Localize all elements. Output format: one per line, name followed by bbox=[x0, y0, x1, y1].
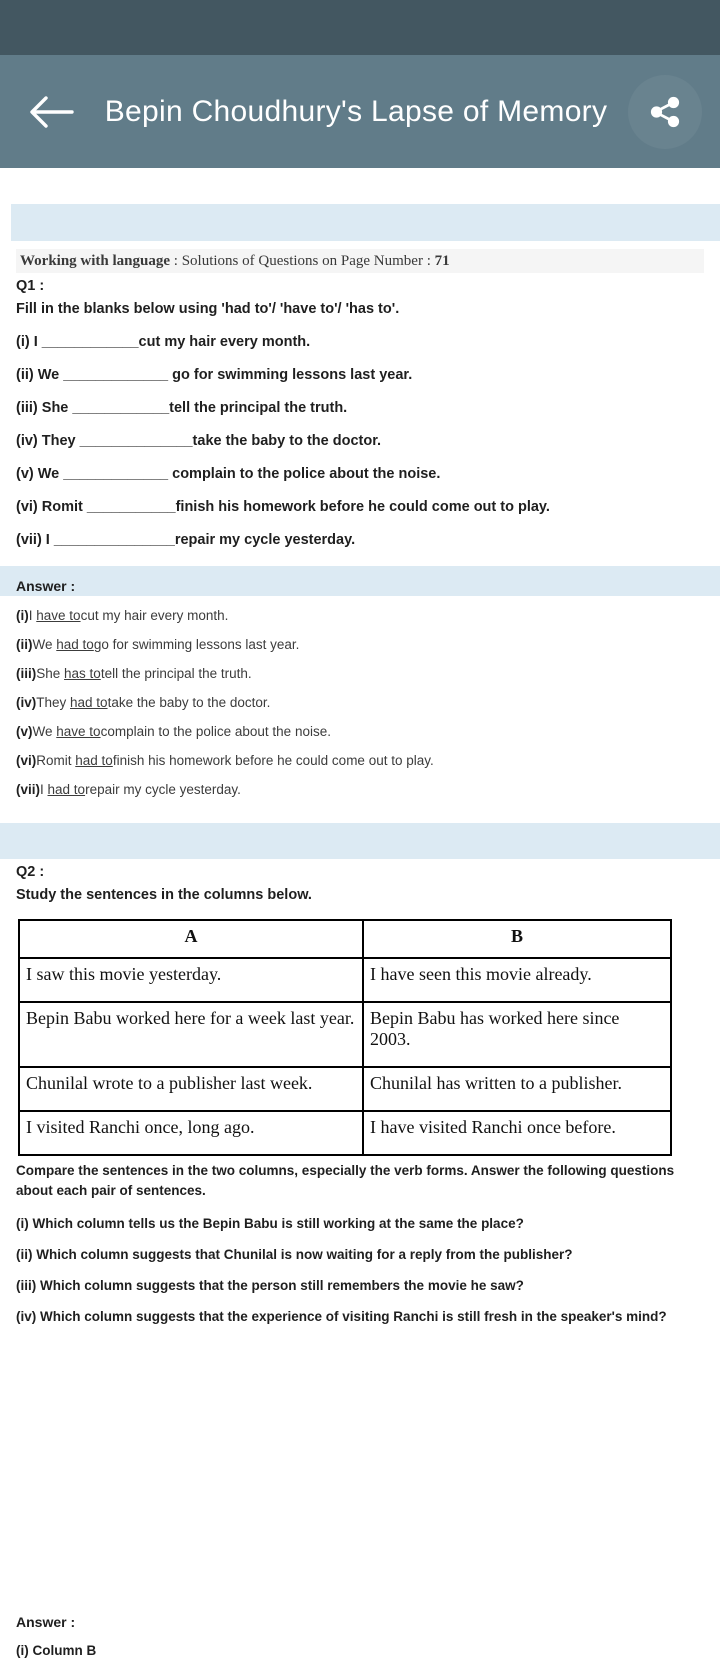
q1-item: (ii) We _____________ go for swimming lessons last year. bbox=[16, 367, 413, 383]
answer-number: (iv) bbox=[16, 695, 37, 710]
answer-after: go for swimming lessons last year. bbox=[93, 637, 300, 652]
table-cell-b: I have visited Ranchi once before. bbox=[363, 1111, 671, 1155]
status-bar bbox=[0, 0, 720, 55]
table-cell-b: Chunilal has written to a publisher. bbox=[363, 1067, 671, 1111]
answer-fill: had to bbox=[56, 637, 94, 652]
answer-before: They bbox=[36, 695, 71, 710]
table-cell-a: I saw this movie yesterday. bbox=[19, 958, 363, 1002]
answer-fill: have to bbox=[36, 608, 81, 623]
q1-prompt: Fill in the blanks below using 'had to'/ 'have to'/ 'has to'. bbox=[16, 301, 400, 317]
q2-answer-label: Answer : bbox=[16, 1614, 76, 1631]
answer-after: complain to the police about the noise. bbox=[100, 724, 331, 739]
table-cell-b: I have seen this movie already. bbox=[363, 958, 671, 1002]
answer-after: cut my hair every month. bbox=[80, 608, 229, 623]
q1-item: (v) We _____________ complain to the police about the noise. bbox=[16, 466, 441, 482]
answer-fill: has to bbox=[64, 666, 101, 681]
answer-fill: have to bbox=[56, 724, 101, 739]
source-section: Working with language bbox=[20, 253, 171, 269]
q1-label: Q1 : bbox=[16, 278, 45, 294]
banner-placeholder-top[interactable] bbox=[11, 204, 720, 241]
app-bar bbox=[0, 55, 720, 168]
answer-before: She bbox=[36, 666, 65, 681]
q2-sub-question: (iv) Which column suggests that the experience of visiting Ranchi is still fresh in the speaker's mind? bbox=[16, 1309, 667, 1325]
comparison-table bbox=[18, 919, 672, 1156]
table-cell-a: Bepin Babu worked here for a week last year. bbox=[19, 1002, 363, 1067]
answer-after: finish his homework before he could come out to play. bbox=[112, 753, 434, 768]
source-header bbox=[16, 249, 704, 273]
answer-before: I bbox=[28, 608, 37, 623]
table-column-header-b: B bbox=[363, 920, 671, 958]
q2-label: Q2 : bbox=[16, 864, 45, 880]
answer-number: (ii) bbox=[16, 637, 33, 652]
page-title: Bepin Choudhury's Lapse of Memory bbox=[104, 94, 608, 128]
q1-answer-item bbox=[16, 695, 704, 710]
table-row bbox=[19, 1067, 671, 1111]
q1-answer-item bbox=[16, 782, 704, 797]
banner-placeholder-q2[interactable] bbox=[0, 823, 720, 859]
table-cell-a: I visited Ranchi once, long ago. bbox=[19, 1111, 363, 1155]
answer-before: We bbox=[32, 724, 57, 739]
q1-answer-label: Answer : bbox=[16, 578, 76, 594]
q2-sub-question: (ii) Which column suggests that Chunilal is now waiting for a reply from the publisher? bbox=[16, 1247, 573, 1263]
q1-item: (vi) Romit ___________finish his homework before he could come out to play. bbox=[16, 499, 550, 515]
q2-prompt: Study the sentences in the columns below. bbox=[16, 887, 312, 903]
share-button[interactable] bbox=[628, 75, 702, 149]
answer-number: (i) bbox=[16, 608, 29, 623]
table-header-row bbox=[19, 920, 671, 958]
q2-compare-note: Compare the sentences in the two columns, especially the verb forms. Answer the following questions about each pair of sentences. bbox=[16, 1163, 675, 1198]
answer-fill: had to bbox=[75, 753, 113, 768]
answer-fill: had to bbox=[70, 695, 108, 710]
answer-before: Romit bbox=[36, 753, 76, 768]
table-row bbox=[19, 958, 671, 1002]
document-body bbox=[0, 249, 720, 797]
answer-number: (iii) bbox=[16, 666, 37, 681]
table-column-header-a: A bbox=[19, 920, 363, 958]
answer-fill: had to bbox=[47, 782, 86, 797]
q1-answer-item bbox=[16, 753, 704, 768]
q2-sub-question: (i) Which column tells us the Bepin Babu is still working at the same the place? bbox=[16, 1216, 524, 1232]
q1-answer-item bbox=[16, 608, 704, 623]
back-button[interactable] bbox=[18, 79, 84, 145]
share-icon bbox=[645, 92, 685, 132]
answer-text: (i) Column B bbox=[16, 1643, 97, 1658]
answer-after: tell the principal the truth. bbox=[100, 666, 252, 681]
q2-answer-item bbox=[16, 1643, 704, 1658]
q1-answer-item bbox=[16, 637, 704, 652]
q2-sub-question: (iii) Which column suggests that the person still remembers the movie he saw? bbox=[16, 1278, 524, 1294]
answer-after: repair my cycle yesterday. bbox=[85, 782, 241, 797]
source-description: Solutions of Questions on Page Number : bbox=[181, 253, 435, 269]
source-page-number: 71 bbox=[434, 253, 450, 269]
arrow-left-icon bbox=[28, 94, 74, 130]
q1-item: (i) I ____________cut my hair every month. bbox=[16, 334, 311, 350]
table-row bbox=[19, 1111, 671, 1155]
answer-number: (vii) bbox=[16, 782, 41, 797]
source-separator: : bbox=[170, 253, 182, 269]
answer-before: I bbox=[40, 782, 48, 797]
q1-answer-item bbox=[16, 666, 704, 681]
answer-before: We bbox=[32, 637, 57, 652]
table-row bbox=[19, 1002, 671, 1067]
answer-after: take the baby to the doctor. bbox=[107, 695, 271, 710]
q1-item: (iii) She ____________tell the principal the truth. bbox=[16, 400, 348, 416]
table-cell-b: Bepin Babu has worked here since 2003. bbox=[363, 1002, 671, 1067]
content-area bbox=[0, 204, 720, 1658]
q1-item: (iv) They ______________take the baby to the doctor. bbox=[16, 433, 382, 449]
table-cell-a: Chunilal wrote to a publisher last week. bbox=[19, 1067, 363, 1111]
answer-number: (v) bbox=[16, 724, 33, 739]
answer-number: (vi) bbox=[16, 753, 37, 768]
q1-item: (vii) I _______________repair my cycle yesterday. bbox=[16, 532, 356, 548]
document-body-q2 bbox=[0, 864, 720, 1658]
q1-answer-item bbox=[16, 724, 704, 739]
